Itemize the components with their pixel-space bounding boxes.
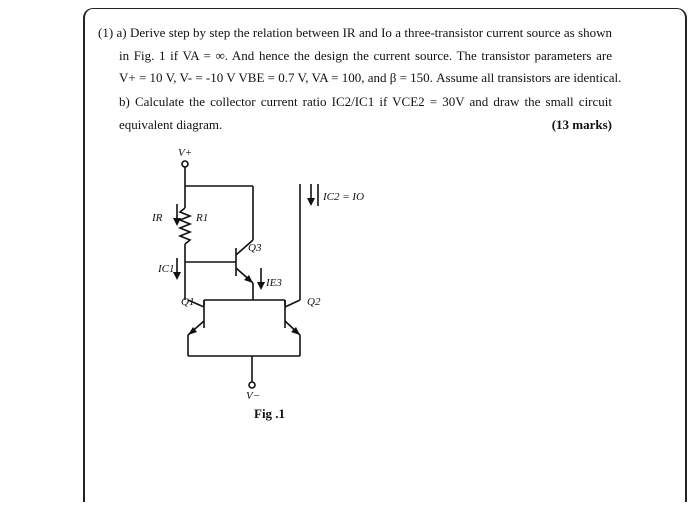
question-line-1: (1) a) Derive step by step the relation between IR and Io a three-transistor current source as shown <box>98 25 612 40</box>
label-r1: R1 <box>196 212 209 224</box>
question-line-5-text: equivalent diagram. <box>119 117 223 132</box>
label-q3: Q3 <box>248 242 262 254</box>
label-v-minus: V− <box>246 390 261 402</box>
label-q1: Q1 <box>181 296 195 308</box>
question-line-4: b) Calculate the collector current ratio IC2/IC1 if VCE2 = 30V and draw the small circuit <box>119 94 612 109</box>
question-line-2: in Fig. 1 if VA = ∞. And hence the design the current source. The transistor parameters are <box>119 48 612 63</box>
figure-caption: Fig .1 <box>254 406 286 421</box>
marks-label: (13 marks) <box>551 117 612 132</box>
v-plus-terminal <box>182 161 188 167</box>
v-minus-terminal <box>249 382 255 388</box>
question-line-3: V+ = 10 V, V- = -10 V VBE = 0.7 V, VA = 100, and β = 150. Assume all transistors are identical. <box>119 70 622 85</box>
label-v-plus: V+ <box>178 147 193 159</box>
label-q2: Q2 <box>307 296 321 308</box>
label-ir: IR <box>152 212 163 224</box>
label-ic1: IC1 <box>158 263 175 275</box>
resistor-r1 <box>180 208 190 244</box>
label-ic2-io: IC2 = IO <box>323 191 365 203</box>
label-ie3: IE3 <box>266 277 282 289</box>
